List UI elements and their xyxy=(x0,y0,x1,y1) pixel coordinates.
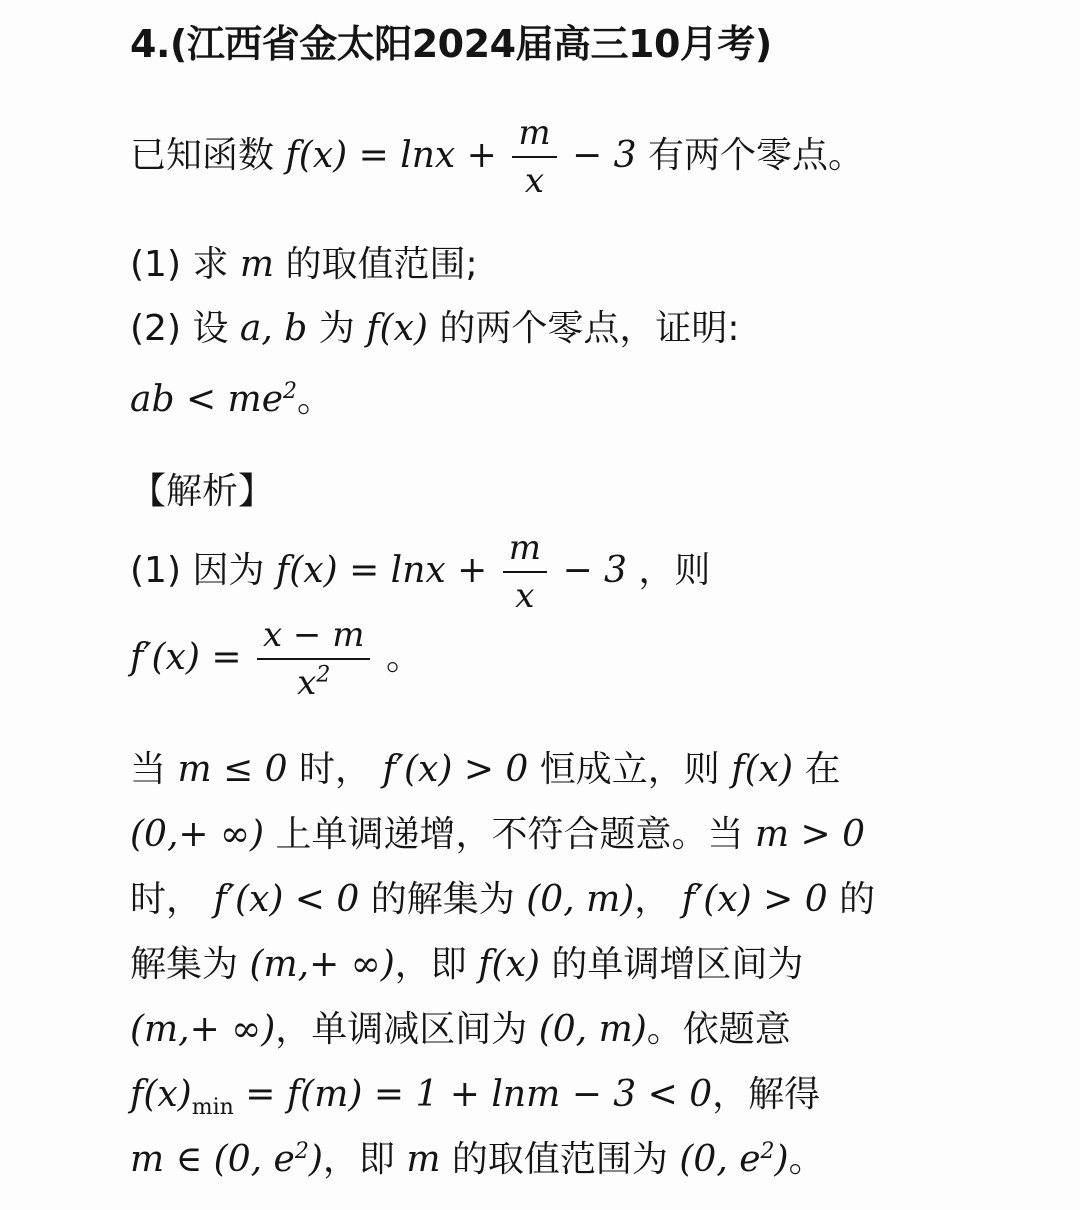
p1-fraction xyxy=(503,527,547,617)
analysis-line-1 xyxy=(130,748,840,792)
q2-function: f(x) xyxy=(366,308,428,349)
analysis-heading-text: 【解析】 xyxy=(130,471,275,512)
fraction-bar xyxy=(512,156,556,158)
l1-e: 恒成立，则 xyxy=(539,749,720,790)
derivative-numerator: x − m xyxy=(262,615,365,655)
l5-c: (0, m) xyxy=(538,1009,647,1050)
derivative-line xyxy=(130,614,422,704)
stem-prefix: 已知函数 xyxy=(130,135,275,176)
l7-sup: 2 xyxy=(294,1139,309,1164)
l7-f: (0, e xyxy=(679,1139,761,1180)
q2-inequality-exponent: 2 xyxy=(283,379,297,404)
l1-g: 在 xyxy=(804,749,841,790)
l6-c: ，解得 xyxy=(712,1074,821,1115)
p1-fraction-numerator: m xyxy=(508,528,541,568)
derivative-fraction xyxy=(257,614,371,704)
l6-expression xyxy=(130,1074,713,1121)
derivative-denominator xyxy=(257,662,371,704)
l2-a: (0,+ ∞) xyxy=(130,814,265,855)
q2-variables: a, b xyxy=(239,308,308,349)
analysis-line-4 xyxy=(130,943,803,987)
derivative-lhs: f′(x) = xyxy=(130,637,242,678)
l4-a: 解集为 xyxy=(130,944,239,985)
stem-function-left: f(x) = lnx + xyxy=(285,135,497,176)
p1-function-right: − 3 xyxy=(562,550,627,591)
l3-e: ， xyxy=(634,879,671,920)
question-2-inequality xyxy=(130,378,333,422)
analysis-line-5 xyxy=(130,1008,791,1052)
p1-label: (1) 因为 xyxy=(130,550,265,591)
l3-f: f′(x) > 0 xyxy=(681,879,828,920)
l7-e: 的取值范围为 xyxy=(451,1139,668,1180)
problem-title-text: 4.(江西省金太阳2024届高三10月考) xyxy=(130,22,772,66)
l3-b: f′(x) < 0 xyxy=(213,879,360,920)
l4-d: f(x) xyxy=(478,944,540,985)
stem-fraction-numerator: m xyxy=(518,113,551,153)
q2-inequality xyxy=(130,379,297,420)
l1-b: m ≤ 0 xyxy=(177,749,288,790)
l3-g: 的 xyxy=(839,879,876,920)
l6-a: f(x) xyxy=(130,1074,192,1115)
q2-mid: 为 xyxy=(318,308,355,349)
analysis-heading xyxy=(130,470,274,514)
l7-g: ) xyxy=(774,1139,789,1180)
l5-b: ，单调减区间为 xyxy=(275,1009,528,1050)
derivative-denominator-base: x xyxy=(297,663,317,703)
analysis-line-3 xyxy=(130,878,875,922)
l7-range xyxy=(130,1139,323,1180)
l6-subscript: min xyxy=(191,1095,234,1121)
derivative-end: 。 xyxy=(385,637,422,678)
analysis-part-1 xyxy=(130,527,710,617)
p1-fraction-denominator: x xyxy=(515,576,535,616)
q1-label: (1) 求 xyxy=(130,244,229,285)
analysis-line-2 xyxy=(130,813,865,857)
l7-sup2: 2 xyxy=(760,1139,775,1164)
q2-end: 。 xyxy=(297,379,334,420)
l1-f: f(x) xyxy=(731,749,793,790)
q2-text: 的两个零点，证明: xyxy=(439,308,740,349)
stem-suffix: 有两个零点。 xyxy=(647,135,864,176)
l3-d: (0, m) xyxy=(526,879,635,920)
l5-a: (m,+ ∞) xyxy=(130,1009,276,1050)
q2-label: (2) 设 xyxy=(130,308,229,349)
l2-c: m > 0 xyxy=(754,814,866,855)
problem-stem xyxy=(130,112,864,202)
q1-text: 的取值范围; xyxy=(285,244,478,285)
l7-d: m xyxy=(406,1139,441,1180)
q2-inequality-body: ab < me xyxy=(130,379,283,420)
q1-variable: m xyxy=(239,244,275,285)
l1-c: 时， xyxy=(299,749,372,790)
l7-a: m ∈ (0, e xyxy=(130,1139,295,1180)
fraction-bar xyxy=(503,571,547,573)
l4-b: (m,+ ∞) xyxy=(249,944,395,985)
stem-fraction xyxy=(512,112,556,202)
l5-d: 。依题意 xyxy=(646,1009,791,1050)
l4-c: ，即 xyxy=(394,944,467,985)
p1-suffix: ，则 xyxy=(638,550,711,591)
l3-a: 时， xyxy=(130,879,203,920)
analysis-line-6 xyxy=(130,1073,821,1121)
fraction-bar xyxy=(257,658,371,660)
l7-c: ，即 xyxy=(322,1139,395,1180)
l7-h: 。 xyxy=(788,1139,825,1180)
l1-a: 当 xyxy=(130,749,167,790)
stem-fraction-denominator: x xyxy=(524,161,545,201)
derivative-denominator-exponent: 2 xyxy=(316,662,331,688)
stem-function-right: − 3 xyxy=(572,135,637,176)
question-2 xyxy=(130,307,740,351)
l7-b: ) xyxy=(308,1139,323,1180)
l2-b: 上单调递增，不符合题意。当 xyxy=(275,814,744,855)
analysis-line-7 xyxy=(130,1138,825,1182)
p1-function-left: f(x) = lnx + xyxy=(275,550,488,591)
l6-b: = f(m) = 1 + lnm − 3 < 0 xyxy=(245,1074,713,1115)
l3-c: 的解集为 xyxy=(370,879,515,920)
l7-answer xyxy=(679,1139,788,1180)
problem-title xyxy=(130,22,772,66)
question-1 xyxy=(130,243,478,287)
l4-e: 的单调增区间为 xyxy=(551,944,804,985)
l1-d: f′(x) > 0 xyxy=(382,749,529,790)
